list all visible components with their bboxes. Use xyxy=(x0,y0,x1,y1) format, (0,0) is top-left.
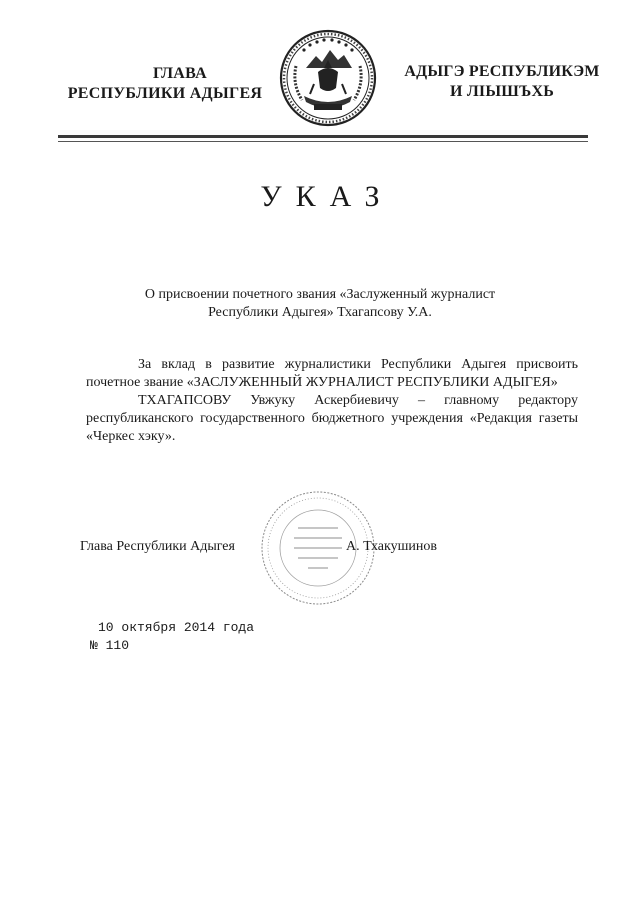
signature-position: Глава Республики Адыгея xyxy=(80,539,235,554)
header-right-line2: И ЛІЫШЪХЬ xyxy=(449,83,555,100)
document-title: УКАЗ xyxy=(260,180,394,213)
header-divider-thick xyxy=(58,135,588,138)
document-body xyxy=(86,356,578,446)
subject-line1: О присвоении почетного звания «Заслуженный журналист xyxy=(144,287,496,302)
body-paragraph-1: За вклад в развитие журналистики Республики Адыгея присвоить почетное звание «ЗАСЛУЖЕННЫЙ ЖУРНАЛИСТ РЕСПУБЛИКИ АДЫГЕЯ» xyxy=(86,357,578,390)
document-number: № 110 xyxy=(90,638,130,653)
document-subject xyxy=(100,286,540,322)
header-left-line1: ГЛАВА xyxy=(153,65,207,82)
subject-line2: Республики Адыгея» Тхагапсову У.А. xyxy=(208,305,432,320)
header-divider-thin xyxy=(58,141,588,142)
header-right-line1: АДЫГЭ РЕСПУБЛИКЭМ xyxy=(404,63,600,80)
coat-of-arms-icon xyxy=(274,28,382,128)
body-paragraph-2: ТХАГАПСОВУ Увжуку Аскербиевичу – главному редактору республиканского государственного бюджетного учреждения «Редакция газеты «Черкес хэку». xyxy=(86,393,578,444)
header-right-title xyxy=(392,62,612,102)
document-date: 10 октября 2014 года xyxy=(98,620,255,635)
header-left-title xyxy=(40,64,290,104)
header-left-line2: РЕСПУБЛИКИ АДЫГЕЯ xyxy=(67,85,263,102)
signature-name: А. Тхакушинов xyxy=(346,539,437,554)
